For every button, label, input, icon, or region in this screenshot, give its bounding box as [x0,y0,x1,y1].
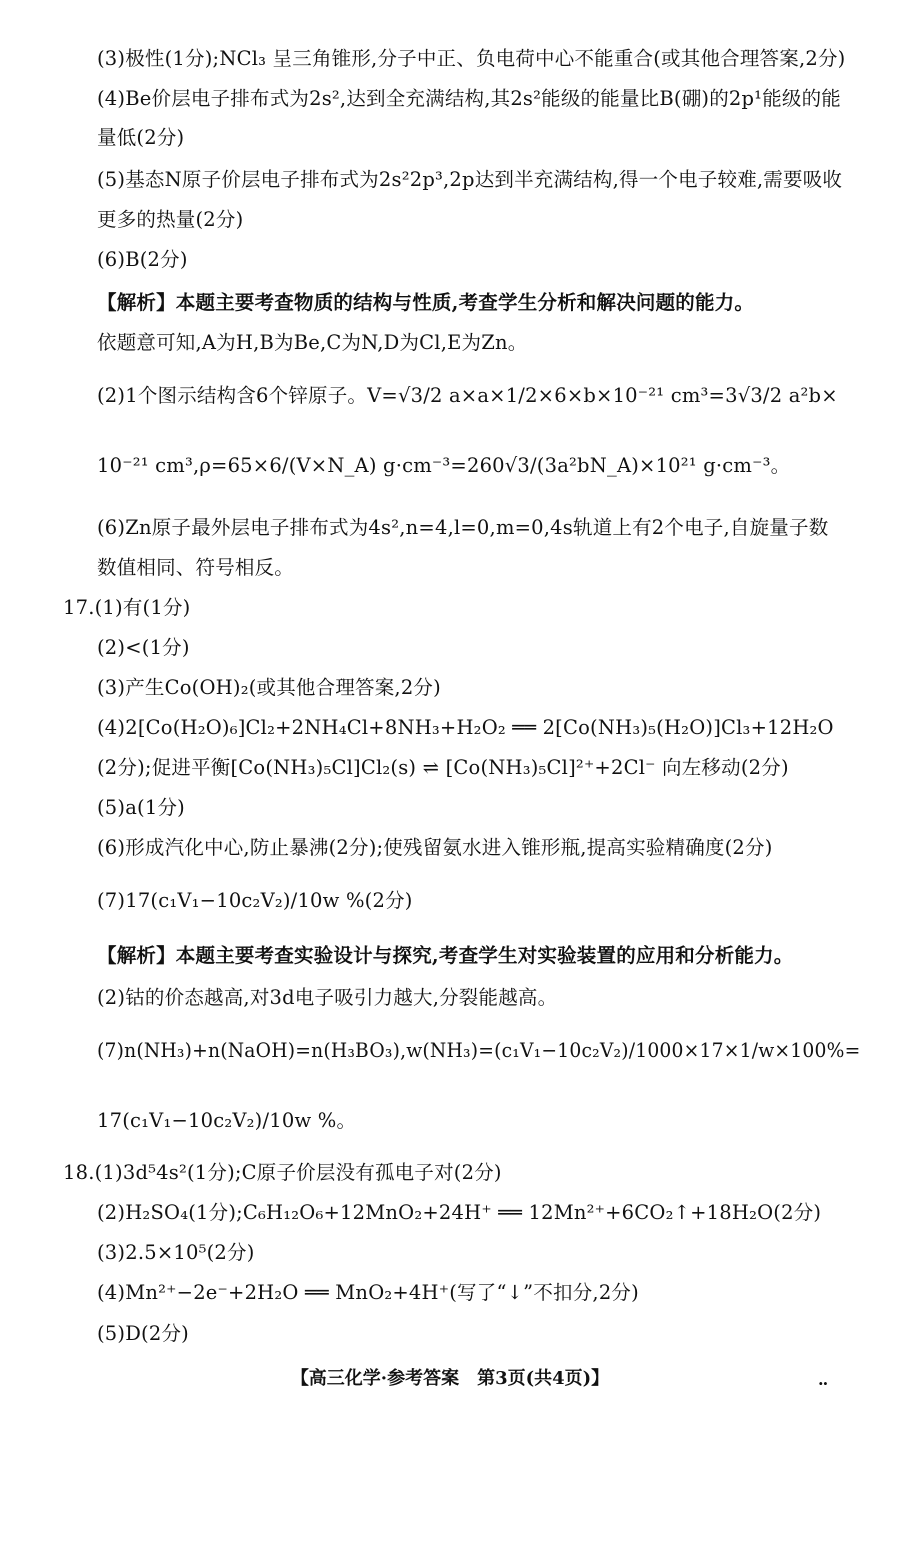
q17-part5: (5)a(1分) [97,796,185,819]
footer-mark: .. [818,1370,828,1389]
q17-part2: (2)<(1分) [97,636,190,659]
q16-deduction: 依题意可知,A为H,B为Be,C为N,D为Cl,E为Zn。 [97,331,528,354]
q16-analysis-heading: 【解析】本题主要考查物质的结构与性质,考查学生分析和解决问题的能力。 [97,291,755,314]
q16-part4-line1: (4)Be价层电子排布式为2s²,达到全充满结构,其2s²能级的能量比B(硼)的2p¹能级的能 [97,87,842,110]
q18-part5: (5)D(2分) [97,1322,189,1345]
q18-part2: (2)H₂SO₄(1分);C₆H₁₂O₆+12MnO₂+24H⁺ ══ 12Mn²⁺+6CO₂↑+18H₂O(2分) [97,1201,822,1224]
q17-part1: 17.(1)有(1分) [63,596,191,619]
q17-analysis-2: (2)钴的价态越高,对3d电子吸引力越大,分裂能越高。 [97,986,558,1009]
q17-analysis-7-line1: (7)n(NH₃)+n(NaOH)=n(H₃BO₃),w(NH₃)=(c₁V₁−10c₂V₂)/1000×17×1/w×100%= [97,1039,861,1062]
q16-part5-line2: 更多的热量(2分) [97,208,244,231]
page-footer: 【高三化学·参考答案 第3页(共4页)】 [290,1368,610,1389]
q17-part4-line2: (2分);促进平衡[Co(NH₃)₅Cl]Cl₂(s) ⇌ [Co(NH₃)₅Cl]²⁺+2Cl⁻ 向左移动(2分) [97,756,789,779]
q17-part6: (6)形成汽化中心,防止暴沸(2分);使残留氨水进入锥形瓶,提高实验精确度(2分) [97,836,773,859]
q16-analysis-2-line2: 10⁻²¹ cm³,ρ=65×6/(V×N_A) g·cm⁻³=260√3/(3a²bN_A)×10²¹ g·cm⁻³。 [97,454,791,477]
q16-analysis-6-line1: (6)Zn原子最外层电子排布式为4s²,n=4,l=0,m=0,4s轨道上有2个电子,自旋量子数 [97,516,829,539]
q17-analysis-heading: 【解析】本题主要考查实验设计与探究,考查学生对实验装置的应用和分析能力。 [97,944,794,967]
q18-part1: 18.(1)3d⁵4s²(1分);C原子价层没有孤电子对(2分) [63,1161,502,1184]
q16-part3: (3)极性(1分);NCl₃ 呈三角锥形,分子中正、负电荷中心不能重合(或其他合理答案,2分) [97,47,846,70]
q16-part5-line1: (5)基态N原子价层电子排布式为2s²2p³,2p达到半充满结构,得一个电子较难,需要吸收 [97,168,843,191]
q18-part4: (4)Mn²⁺−2e⁻+2H₂O ══ MnO₂+4H⁺(写了“↓”不扣分,2分) [97,1281,639,1304]
q17-analysis-7-line2: 17(c₁V₁−10c₂V₂)/10w %。 [97,1109,357,1132]
q16-analysis-6-line2: 数值相同、符号相反。 [97,556,295,579]
q18-part3: (3)2.5×10⁵(2分) [97,1241,255,1264]
q16-part4-line2: 量低(2分) [97,126,185,149]
q16-analysis-2-line1: (2)1个图示结构含6个锌原子。V=√3/2 a×a×1/2×6×b×10⁻²¹ cm³=3√3/2 a²b× [97,384,838,407]
q17-part3: (3)产生Co(OH)₂(或其他合理答案,2分) [97,676,441,699]
q17-part4-line1: (4)2[Co(H₂O)₆]Cl₂+2NH₄Cl+8NH₃+H₂O₂ ══ 2[Co(NH₃)₅(H₂O)]Cl₃+12H₂O [97,716,834,739]
q16-part6: (6)B(2分) [97,248,188,271]
q17-part7: (7)17(c₁V₁−10c₂V₂)/10w %(2分) [97,889,413,912]
